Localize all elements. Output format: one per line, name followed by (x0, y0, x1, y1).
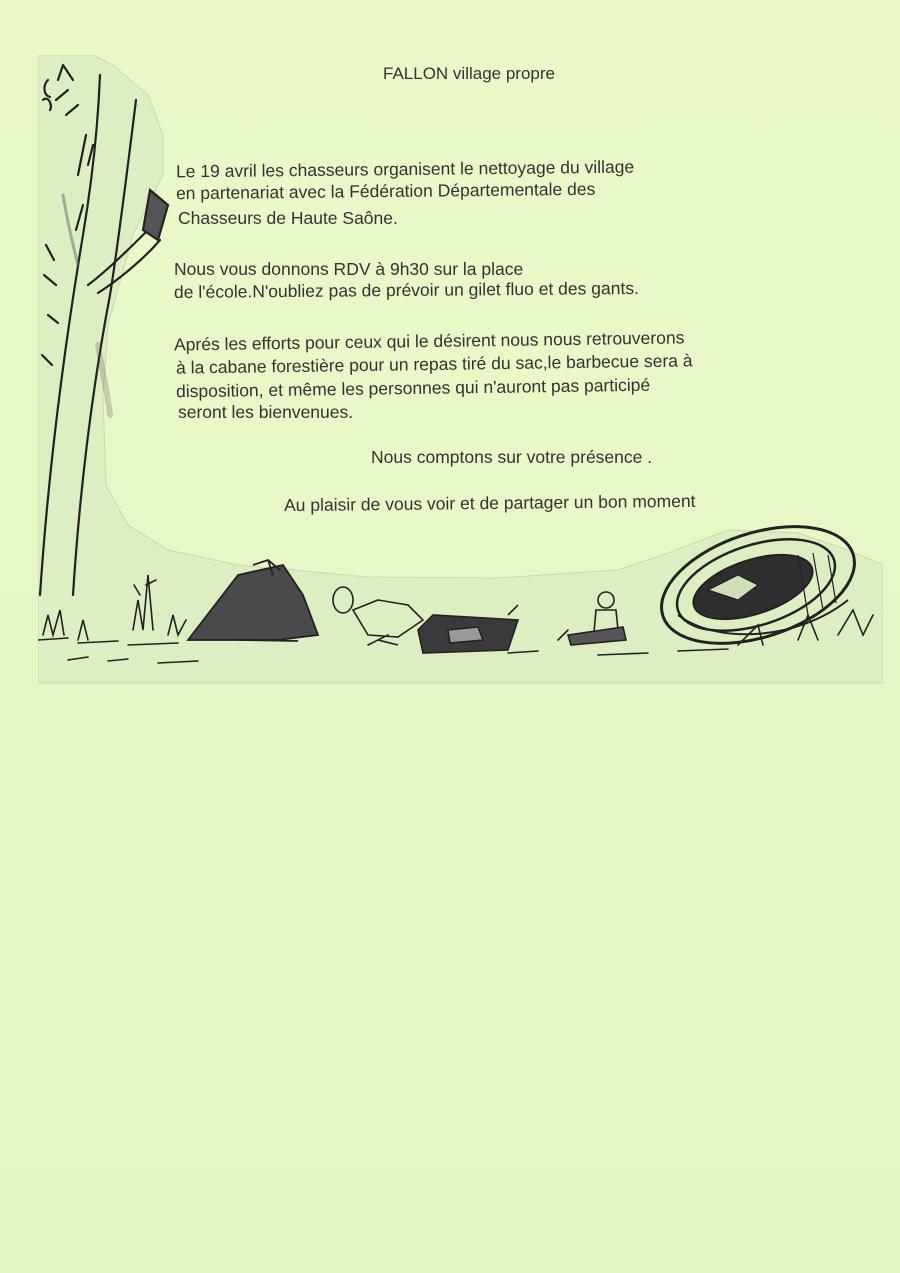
closing-line-2: Au plaisir de vous voir et de partager un bon moment (283, 490, 696, 516)
flyer-panel (38, 55, 883, 690)
closing-line-1: Nous comptons sur votre présence . (371, 447, 653, 467)
paragraph-3-line-3: disposition, et même les personnes qui n'auront pas participé (175, 374, 651, 402)
paragraph-2-line-2: de l'école.N'oubliez pas de prévoir un gilet fluo et des gants. (173, 277, 639, 303)
paragraph-2-line-1: Nous vous donnons RDV à 9h30 sur la place (174, 259, 524, 279)
flyer-title: FALLON village propre (383, 64, 555, 83)
paragraph-3-line-2: à la cabane forestière pour un repas tiré du sac,le barbecue sera à (175, 350, 693, 378)
paragraph-3-line-1: Aprés les efforts pour ceux qui le désirent nous nous retrouverons (173, 327, 685, 355)
paragraph-3-line-4: seront les bienvenues. (178, 402, 354, 422)
paragraph-1-line-1: Le 19 avril les chasseurs organisent le nettoyage du village (175, 156, 635, 182)
paragraph-1-line-3: Chasseurs de Haute Saône. (178, 208, 398, 228)
paragraph-1-line-2: en partenariat avec la Fédération Départementale des (175, 178, 596, 204)
